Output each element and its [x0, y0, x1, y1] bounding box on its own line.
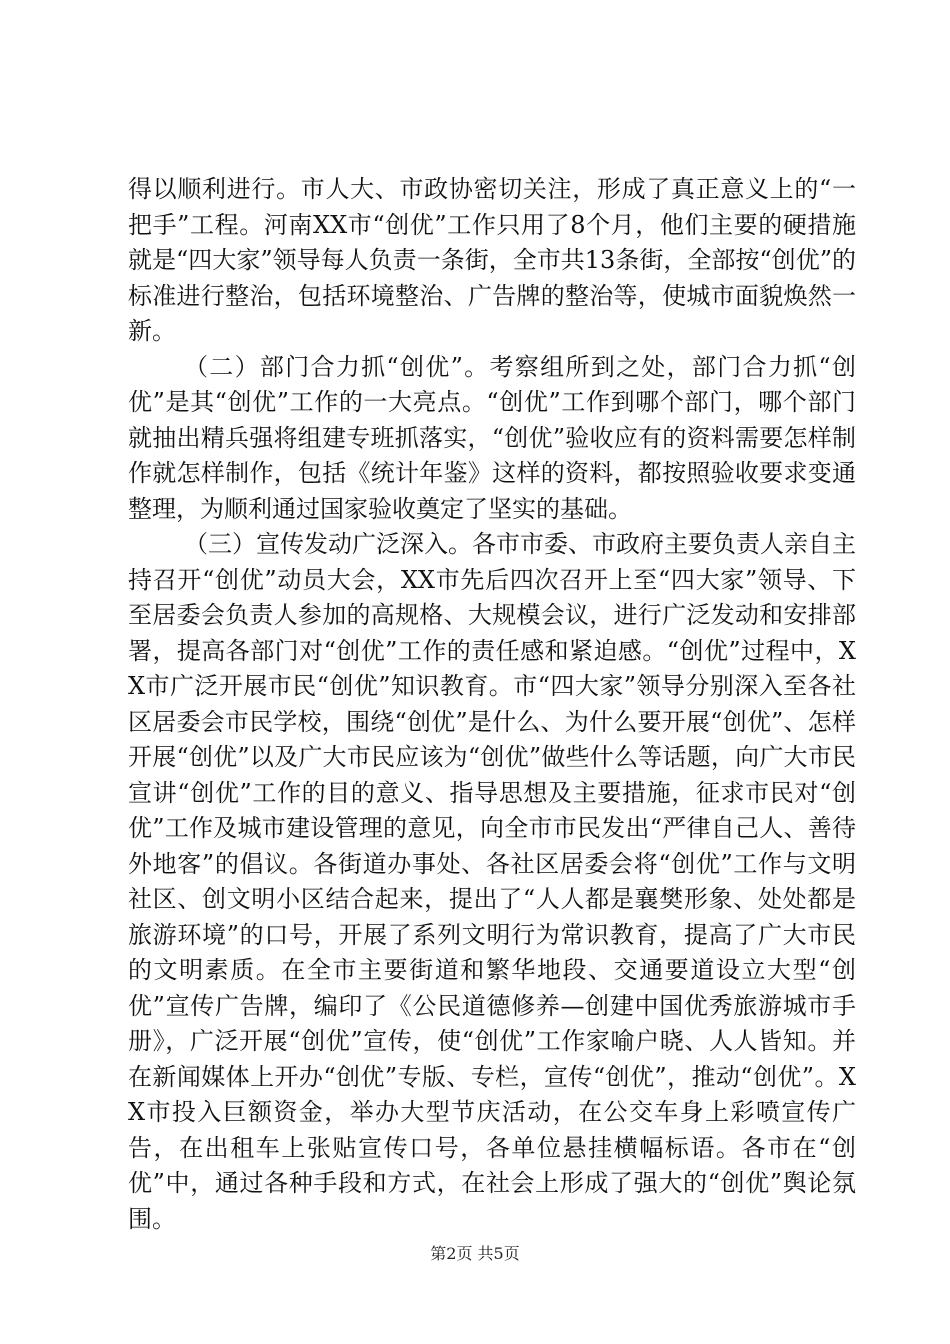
paragraph-section-2: （二）部门合力抓“创优”。考察组所到之处，部门合力抓“创优”是其“创优”工作的一大亮点。“创优”工作到哪个部门，哪个部门就抽出精兵强将组建专班抓落实，“创优”验收应有的资料需要怎样制作就怎样制作，包括《统计年鉴》这样的资料，都按照验收要求变通整理，为顺利通过国家验收奠定了坚实的基础。	[128, 352, 856, 523]
paragraph-section-3: （三）宣传发动广泛深入。各市市委、市政府主要负责人亲自主持召开“创优”动员大会，XX市先后四次召开上至“四大家”领导、下至居委会负责人参加的高规格、大规模会议，进行广泛发动和安排部署，提高各部门对“创优”工作的责任感和紧迫感。“创优”过程中，XX市广泛开展市民“创优”知识教育。市“四大家”领导分别深入至各社区居委会市民学校，围绕“创优”是什么、为什么要开展“创优”、怎样开展“创优”以及广大市民应该为“创优”做些什么等话题，向广大市民宣讲“创优”工作的目的意义、指导思想及主要措施，征求市民对“创优”工作及城市建设管理的意见，向全市市民发出“严律自己人、善待外地客”的倡议。各街道办事处、各社区居委会将“创优”工作与文明社区、创文明小区结合起来，提出了“人人都是襄樊形象、处处都是旅游环境”的口号，开展了系列文明行为常识教育，提高了广大市民的文明素质。在全市主要街道和繁华地段、交通要道设立大型“创优”宣传广告牌，编印了《公民道德修养—创建中国优秀旅游城市手册》，广泛开展“创优”宣传，使“创优”工作家喻户晓、人人皆知。并在新闻媒体上开办“创优”专版、专栏，宣传“创优”，推动“创优”。XX市投入巨额资金，举办大型节庆活动，在公交车身上彩喷宣传广告，在出租车上张贴宣传口号，各单位悬挂横幅标语。各市在“创优”中，通过各种手段和方式，在社会上形成了强大的“创优”舆论氛围。	[128, 530, 856, 1233]
paragraph-continuation: 得以顺利进行。市人大、市政协密切关注，形成了真正意义上的“一把手”工程。河南XX市“创优”工作只用了8个月，他们主要的硬措施就是“四大家”领导每人负责一条街，全市共13条街，全部按“创优”的标准进行整治，包括环境整治、广告牌的整治等，使城市面貌焕然一新。	[128, 175, 856, 345]
page-footer: 第2页 共5页	[430, 1244, 520, 1263]
document-body	[128, 172, 856, 1237]
